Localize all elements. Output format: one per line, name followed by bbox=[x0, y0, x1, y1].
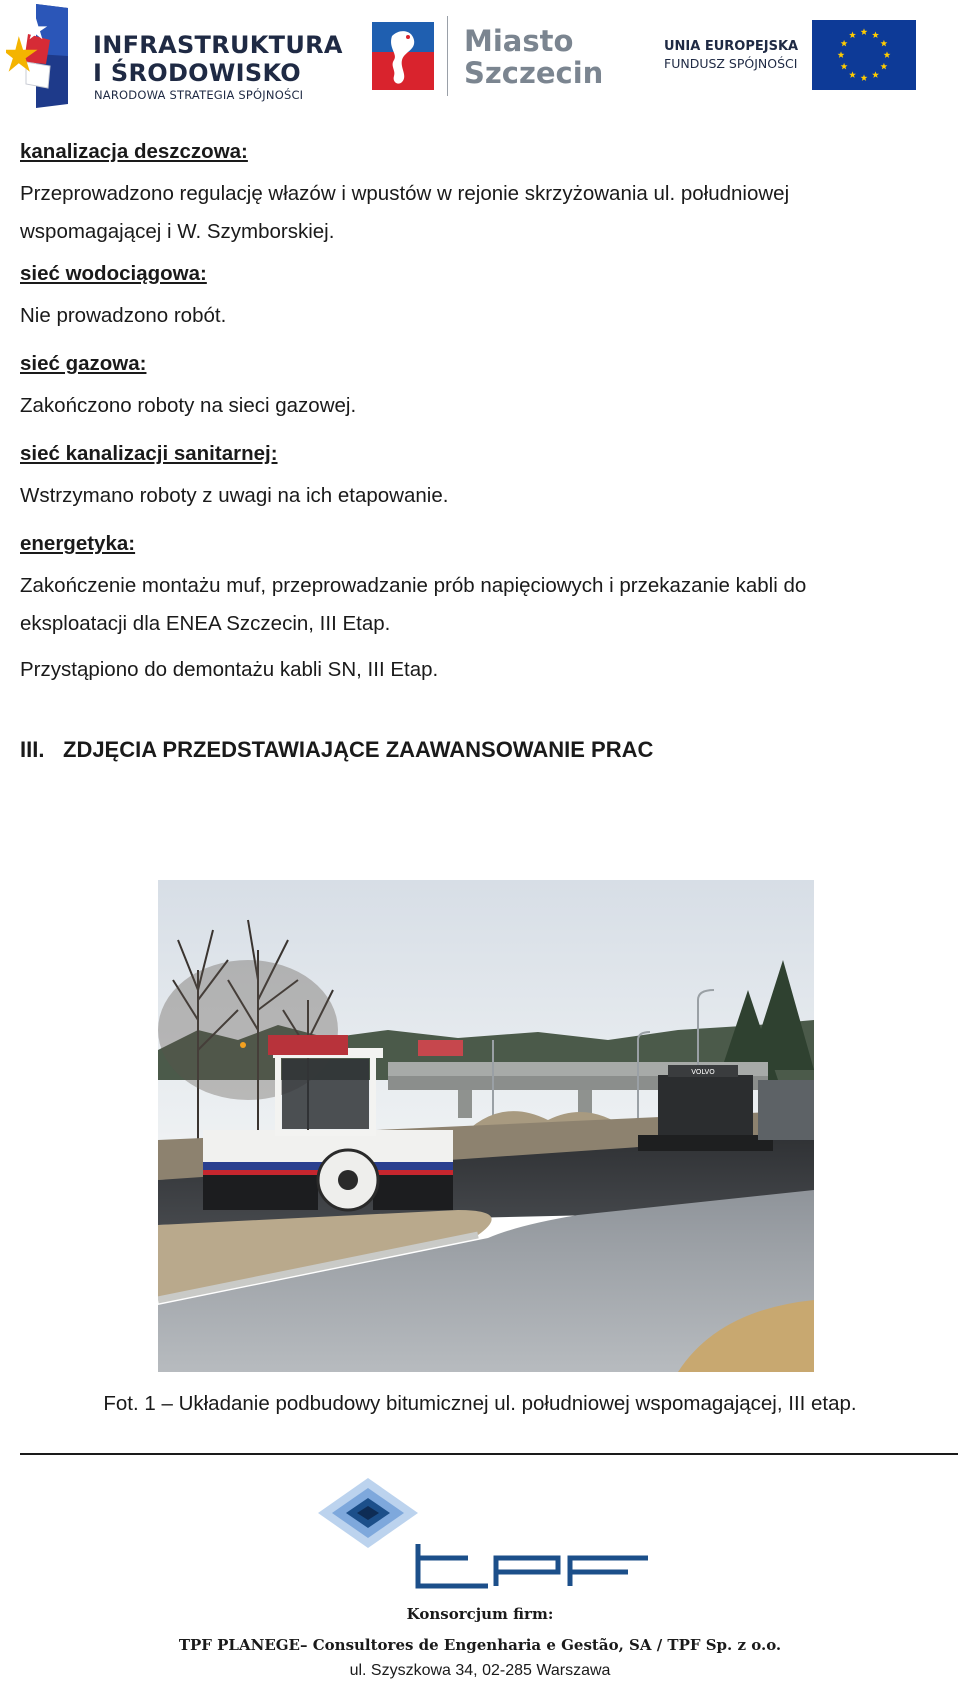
photo-caption: Fot. 1 – Układanie podbudowy bitumicznej ul. południowej wspomagającej, III etap. bbox=[103, 1392, 857, 1415]
tpf-logo bbox=[318, 1478, 658, 1593]
paver-brand-label: VOLVO bbox=[691, 1068, 715, 1076]
storm-sewer-text-line1: Przeprowadzono regulację włazów i wpustów w rejonie skrzyżowania ul. południowej bbox=[20, 182, 790, 205]
chapter-number: III. bbox=[20, 737, 45, 762]
logo-eu-line2: FUNDUSZ SPÓJNOŚCI bbox=[664, 56, 798, 71]
logo-szczecin-line1: Miasto bbox=[464, 24, 574, 58]
construction-photo bbox=[158, 880, 814, 1372]
miasto-szczecin-logo bbox=[372, 16, 602, 100]
section-title-energy: energetyka: bbox=[20, 532, 136, 555]
energy-text-line3: Przystąpiono do demontażu kabli SN, III Etap. bbox=[20, 658, 439, 681]
gas-network-text: Zakończono roboty na sieci gazowej. bbox=[20, 394, 357, 417]
nss-star-flag-icon bbox=[6, 4, 72, 108]
section-title-sanitary-sewer: sieć kanalizacji sanitarnej: bbox=[20, 442, 278, 465]
eu-flag-icon bbox=[812, 20, 916, 90]
footer-divider bbox=[20, 1453, 958, 1455]
logo-is-line3: NARODOWA STRATEGIA SPÓJNOŚCI bbox=[94, 88, 304, 102]
footer-companies: TPF PLANEGE– Consultores de Engenharia e Gestão, SA / TPF Sp. z o.o. bbox=[178, 1636, 782, 1654]
logo-is-line1: INFRASTRUKTURA bbox=[93, 31, 343, 59]
storm-sewer-text-line2: wspomagającej i W. Szymborskiej. bbox=[20, 220, 335, 243]
page-header bbox=[0, 0, 960, 112]
infrastruktura-srodowisko-logo bbox=[6, 4, 343, 108]
chapter-title: ZDJĘCIA PRZEDSTAWIAJĄCE ZAAWANSOWANIE PRAC bbox=[63, 737, 654, 762]
logo-eu-line1: UNIA EUROPEJSKA bbox=[664, 39, 799, 54]
section-title-gas-network: sieć gazowa: bbox=[20, 352, 147, 375]
section-title-water-network: sieć wodociągowa: bbox=[20, 262, 207, 285]
footer-address: ul. Szyszkowa 34, 02-285 Warszawa bbox=[349, 1662, 611, 1679]
tpf-diamond-icon bbox=[318, 1478, 418, 1548]
logo-separator bbox=[447, 16, 448, 96]
water-network-text: Nie prowadzono robót. bbox=[20, 304, 227, 327]
tpf-letters-icon bbox=[418, 1544, 648, 1586]
energy-text-line1: Zakończenie montażu muf, przeprowadzanie prób napięciowych i przekazanie kabli do bbox=[20, 574, 807, 597]
unia-europejska-logo bbox=[664, 20, 916, 92]
footer-consortium-label: Konsorcjum firm: bbox=[406, 1605, 554, 1623]
sanitary-sewer-text: Wstrzymano roboty z uwagi na ich etapowanie. bbox=[20, 484, 449, 507]
griffin-crest-icon bbox=[372, 22, 434, 90]
logo-szczecin-line2: Szczecin bbox=[464, 56, 604, 90]
energy-text-line2: eksploatacji dla ENEA Szczecin, III Etap. bbox=[20, 612, 391, 635]
logo-is-line2: I ŚRODOWISKO bbox=[93, 59, 301, 87]
section-title-storm-sewer: kanalizacja deszczowa: bbox=[20, 140, 248, 163]
road-paving-scene bbox=[158, 880, 814, 1372]
chapter-heading bbox=[20, 737, 653, 763]
